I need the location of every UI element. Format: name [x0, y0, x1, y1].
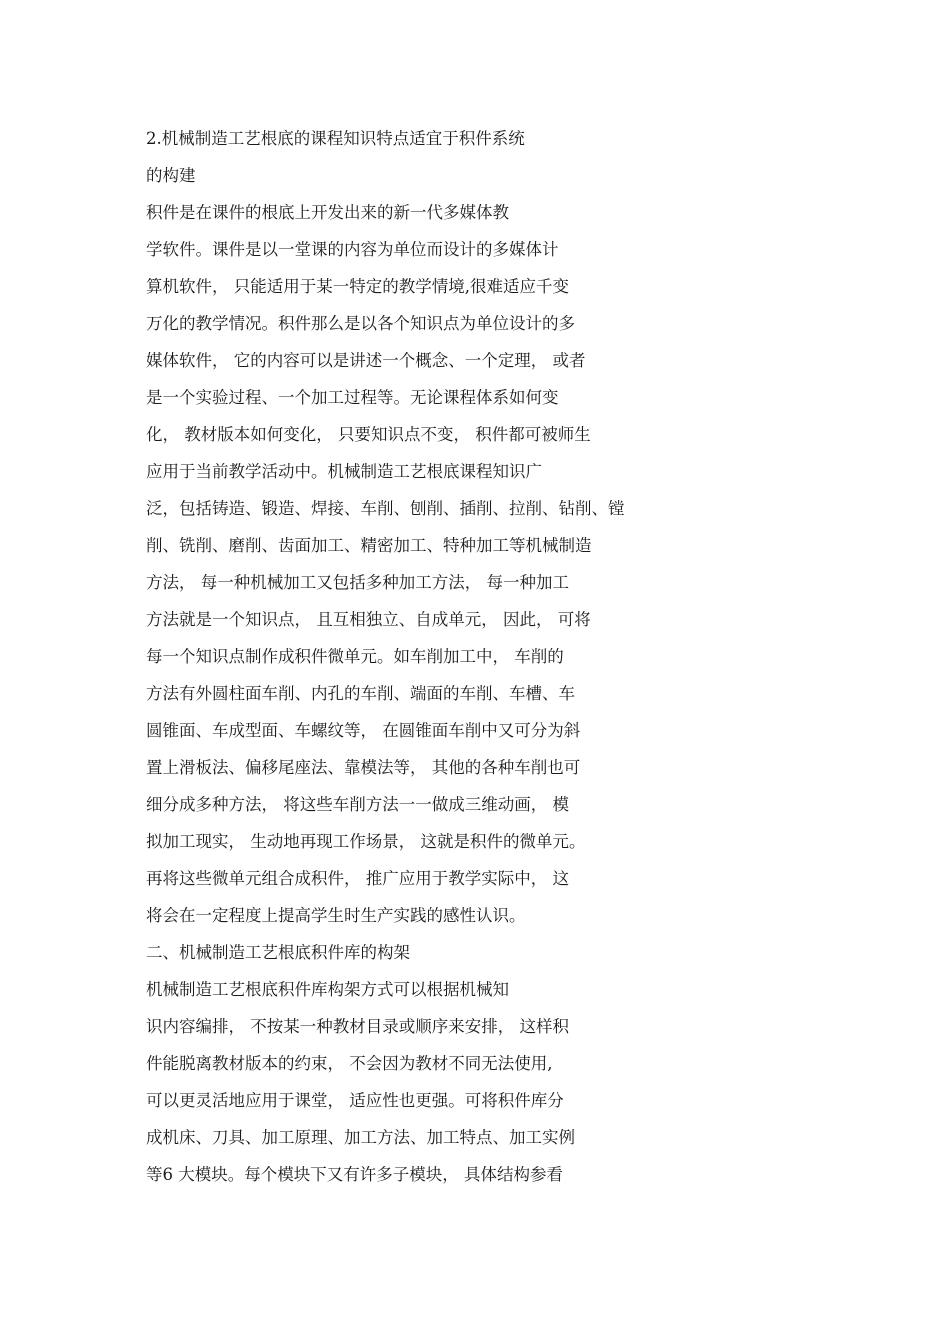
text-line: 再将这些微单元组合成积件， 推广应用于教学实际中， 这: [146, 869, 569, 888]
text-line: 方法， 每一种机械加工又包括多种加工方法， 每一种加工: [146, 573, 569, 592]
text-line: 方法就是一个知识点， 且互相独立、自成单元， 因此， 可将: [146, 610, 591, 629]
text-line: 泛，包括铸造、锻造、焊接、车削、刨削、插削、拉削、钻削、镗: [146, 499, 625, 518]
text-line: 拟加工现实， 生动地再现工作场景， 这就是积件的微单元。: [146, 832, 586, 851]
text-line: 每一个知识点制作成积件微单元。如车削加工中， 车削的: [146, 647, 564, 666]
text-line: 化， 教材版本如何变化， 只要知识点不变， 积件都可被师生: [146, 425, 591, 444]
text-line: 细分成多种方法， 将这些车削方法一一做成三维动画， 模: [146, 795, 569, 814]
section-heading: 2.机械制造工艺根底的课程知识特点适宜于积件系统: [146, 129, 525, 148]
text-line: 识内容编排， 不按某一种教材目录或顺序来安排， 这样积: [146, 1017, 569, 1036]
text-line: 学软件。课件是以一堂课的内容为单位而设计的多媒体计: [146, 240, 559, 259]
text-line: 置上滑板法、偏移尾座法、靠模法等， 其他的各种车削也可: [146, 758, 581, 777]
text-line: 积件是在课件的根底上开发出来的新一代多媒体教: [146, 203, 509, 222]
text-line: 成机床、刀具、加工原理、加工方法、加工特点、加工实例: [146, 1128, 575, 1147]
text-line: 应用于当前教学活动中。机械制造工艺根底课程知识广: [146, 462, 542, 481]
text-line: 是一个实验过程、一个加工过程等。无论课程体系如何变: [146, 388, 559, 407]
text-line: 等6 大模块。每个模块下又有许多子模块， 具体结构参看: [146, 1165, 563, 1184]
text-line: 削、铣削、磨削、齿面加工、精密加工、特种加工等机械制造: [146, 536, 592, 555]
text-line: 媒体软件， 它的内容可以是讲述一个概念、一个定理， 或者: [146, 351, 586, 370]
section-heading: 二、机械制造工艺根底积件库的构架: [146, 943, 410, 962]
text-line: 可以更灵活地应用于课堂， 适应性也更强。可将积件库分: [146, 1091, 564, 1110]
text-line: 将会在一定程度上提高学生时生产实践的感性认识。: [146, 906, 526, 925]
text-line: 圆锥面、车成型面、车螺纹等， 在圆锥面车削中又可分为斜: [146, 721, 581, 740]
text-line: 机械制造工艺根底积件库构架方式可以根据机械知: [146, 980, 509, 999]
text-line: 件能脱离教材版本的约束， 不会因为教材不同无法使用,: [146, 1054, 553, 1073]
text-line: 万化的教学情况。积件那么是以各个知识点为单位设计的多: [146, 314, 575, 333]
text-line: 算机软件， 只能适用于某一特定的教学情境,很难适应千变: [146, 277, 569, 296]
body-text: [146, 125, 846, 1198]
section-heading-continued: 的构建: [146, 166, 196, 185]
text-line: 方法有外圆柱面车削、内孔的车削、端面的车削、车槽、车: [146, 684, 575, 703]
